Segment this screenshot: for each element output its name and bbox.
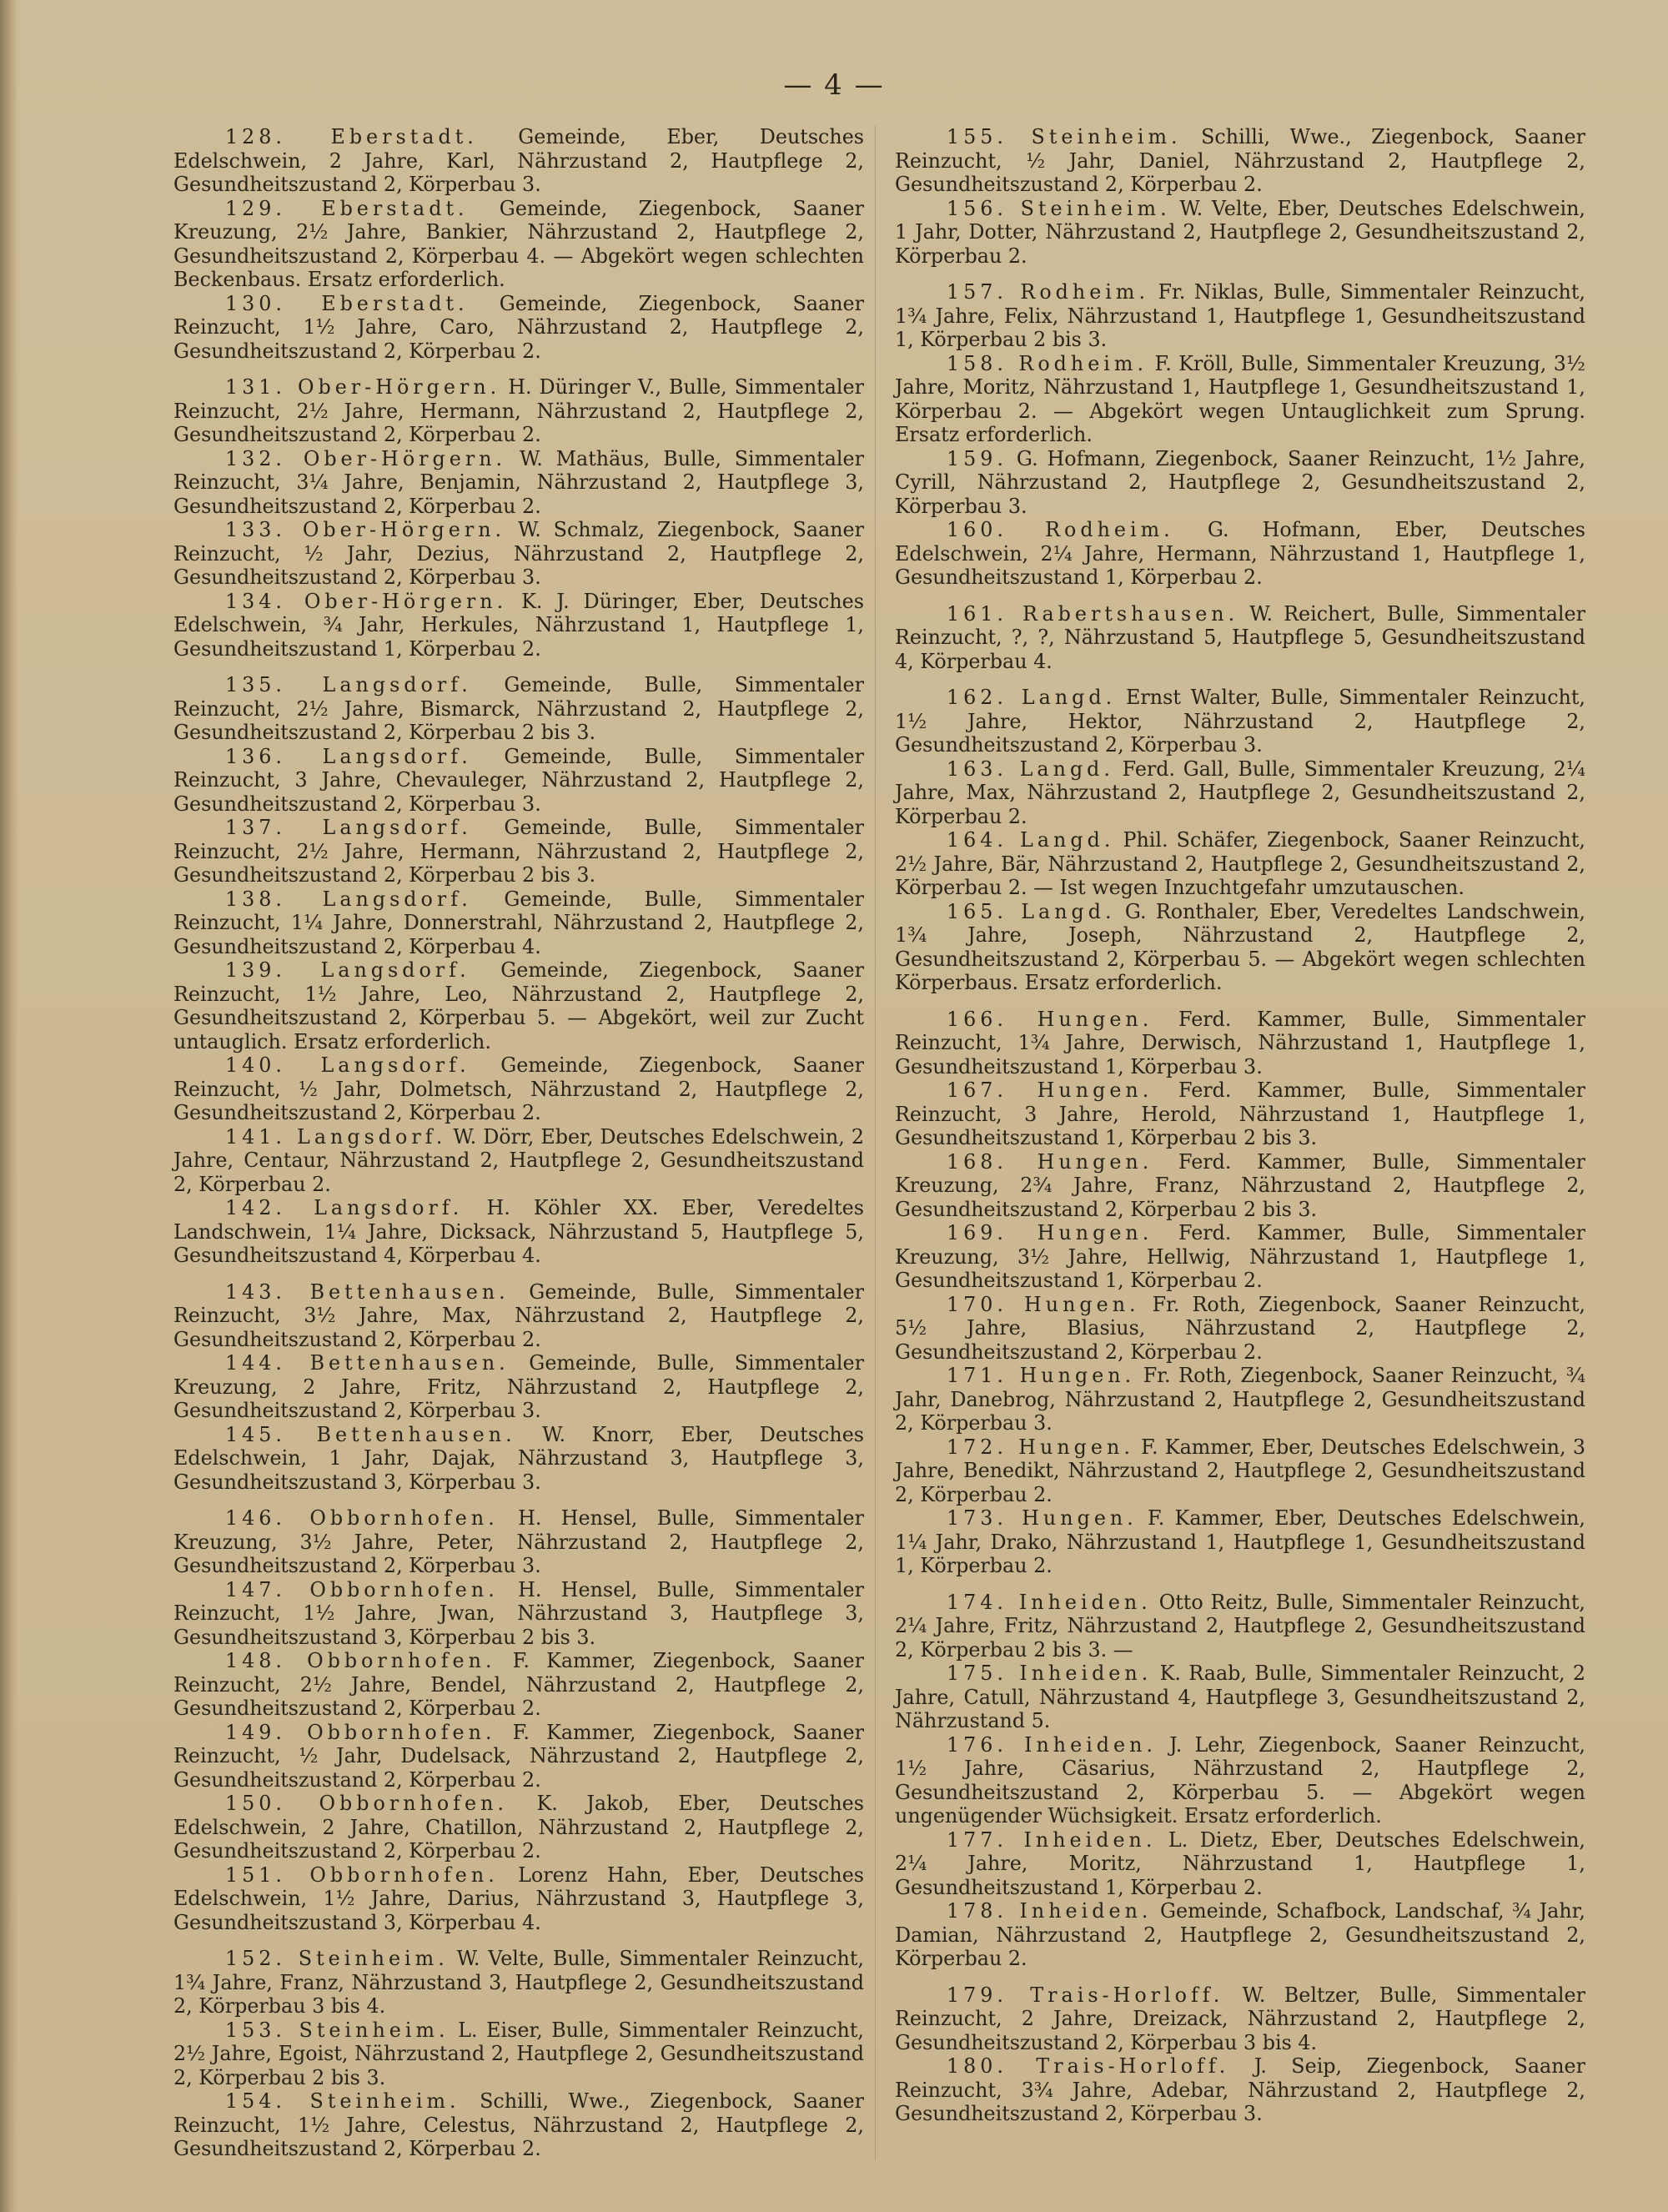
- entry-text: G. Hofmann, Eber, Deutsches Edelschwein, 2¼ Jahre, Hermann, Nährzustand 1, Hautpflege 1, Gesundheitszustand 1, Körperbau 2.: [895, 518, 1585, 589]
- entry-place: 169. Hungen.: [947, 1221, 1153, 1244]
- entry-place: 130. Eberstadt.: [225, 291, 469, 315]
- entry-text: Lorenz Hahn, Eber, Deutsches Edelschwein, 1½ Jahre, Darius, Nährzustand 3, Hautpflege 3, Gesundheitszustand 3, Körperbau 4.: [173, 1863, 864, 1934]
- register-entry: [895, 1733, 1585, 1828]
- entry-place: 179. Trais-Horloff.: [947, 1983, 1224, 2007]
- entry-place: 151. Obbornhofen.: [225, 1863, 499, 1887]
- entry-place: 144. Bettenhausen.: [225, 1351, 510, 1375]
- entry-text: Gemeinde, Bulle, Simmentaler Reinzucht, 2½ Jahre, Bismarck, Nährzustand 2, Hautpflege 2, Gesundheitszustand 2, Körperbau 2 bis 3.: [173, 673, 864, 744]
- entry-text: F. Kammer, Eber, Deutsches Edelschwein, 1¼ Jahr, Drako, Nährzustand 1, Hautpflege 1, Gesundheitszustand 1, Körperbau 2.: [895, 1506, 1585, 1577]
- entry-text: W. Velte, Bulle, Simmentaler Reinzucht, 1¾ Jahre, Franz, Nährzustand 3, Hautpflege 2, Gesundheitszustand 2, Körperbau 3 bis 4.: [173, 1947, 864, 2018]
- register-entry: [173, 1792, 864, 1863]
- register-entry: [173, 1863, 864, 1935]
- register-entry: [895, 1435, 1585, 1507]
- entry-text: Gemeinde, Bulle, Simmentaler Reinzucht, 1¼ Jahre, Donnerstrahl, Nährzustand 2, Hautpflege 2, Gesundheitszustand 2, Körperbau 4.: [173, 887, 864, 958]
- entry-place: 142. Langsdorf.: [225, 1196, 464, 1219]
- register-entry: [173, 375, 864, 447]
- entry-text: Gemeinde, Eber, Deutsches Edelschwein, 2 Jahre, Karl, Nährzustand 2, Hautpflege 2, Gesundheitszustand 2, Körperbau 3.: [173, 125, 865, 196]
- entry-place: 141. Langsdorf.: [225, 1124, 447, 1149]
- entry-place: 150. Obbornhofen.: [225, 1792, 508, 1815]
- page-number: — 4 —: [783, 68, 885, 102]
- entry-place: 135. Langsdorf.: [225, 673, 472, 696]
- entry-text: Gemeinde, Bulle, Simmentaler Kreuzung, 2 Jahre, Fritz, Nährzustand 2, Hautpflege 2, Gesundheitszustand 2, Körperbau 3.: [173, 1351, 864, 1422]
- register-entry: [173, 1125, 864, 1197]
- entry-place: 177. Inheiden.: [947, 1827, 1157, 1852]
- entry-text: Ferd. Kammer, Bulle, Simmentaler Kreuzung, 3½ Jahre, Hellwig, Nährzustand 1, Hautpflege 1, Gesundheitszustand 1, Körperbau 2.: [895, 1221, 1585, 1292]
- register-entry: [173, 887, 864, 959]
- entry-place: 157. Rodheim.: [947, 280, 1150, 304]
- register-entry: [895, 602, 1585, 674]
- entry-place: 143. Bettenhausen.: [225, 1279, 510, 1304]
- entry-place: 166. Hungen.: [947, 1007, 1153, 1031]
- entry-place: 148. Obbornhofen.: [225, 1649, 496, 1672]
- entry-text: Ferd. Gall, Bulle, Simmentaler Kreuzung, 2¼ Jahre, Max, Nährzustand 2, Hautpflege 2, Gesundheitszustand 2, Körperbau 2.: [895, 757, 1585, 828]
- entry-place: 159.: [947, 446, 1007, 470]
- entry-text: Schilli, Wwe., Ziegenbock, Saaner Reinzucht, 1½ Jahre, Celestus, Nährzustand 2, Hautpflege 2, Gesundheitszustand 2, Körperbau 2.: [173, 2089, 864, 2160]
- register-entry: [173, 958, 864, 1053]
- column-divider: [875, 125, 876, 2160]
- entry-place: 175. Inheiden.: [947, 1662, 1153, 1685]
- entry-place: 167. Hungen.: [947, 1078, 1153, 1102]
- entry-place: 136. Langsdorf.: [225, 744, 472, 768]
- entry-text: F. Kammer, Ziegenbock, Saaner Reinzucht, ½ Jahr, Dudelsack, Nährzustand 2, Hautpflege 2, Gesundheitszustand 2, Körperbau 2.: [173, 1720, 864, 1792]
- entry-text: Schilli, Wwe., Ziegenbock, Saaner Reinzucht, ½ Jahr, Daniel, Nährzustand 2, Hautpflege 2, Gesundheitszustand 2, Körperbau 2.: [895, 125, 1585, 196]
- entry-place: 158. Rodheim.: [947, 351, 1148, 375]
- register-entry: [895, 1150, 1585, 1222]
- entry-text: Phil. Schäfer, Ziegenbock, Saaner Reinzucht, 2½ Jahre, Bär, Nährzustand 2, Hautpflege 2, Gesundheitszustand 2, Körperbau 2. — Ist wegen Inzuchtgefahr umzutauschen.: [895, 828, 1585, 899]
- entry-text: L. Dietz, Eber, Deutsches Edelschwein, 2¼ Jahre, Moritz, Nährzustand 1, Hautpflege 1, Gesundheitszustand 1, Körperbau 2.: [895, 1827, 1585, 1899]
- entry-text: L. Eiser, Bulle, Simmentaler Reinzucht, 2½ Jahre, Egoist, Nährzustand 2, Hautpflege 2, Gesundheitszustand 2, Körperbau 2 bis 3.: [173, 2018, 864, 2089]
- register-entry: [173, 447, 864, 519]
- register-entry: [895, 447, 1585, 519]
- entry-text: Ernst Walter, Bulle, Simmentaler Reinzucht, 1½ Jahre, Hektor, Nährzustand 2, Hautpflege 2, Gesundheitszustand 2, Körperbau 3.: [895, 686, 1585, 757]
- register-entry: [895, 518, 1585, 590]
- entry-place: 138. Langsdorf.: [225, 887, 472, 911]
- register-entry: [173, 2018, 864, 2090]
- entry-place: 156. Steinheim.: [947, 196, 1171, 220]
- entry-text: W. Velte, Eber, Deutsches Edelschwein, 1 Jahr, Dotter, Nährzustand 2, Hautpflege 2, Gesundheitszustand 2, Körperbau 2.: [895, 196, 1585, 268]
- register-entry: [895, 1662, 1585, 1733]
- entry-text: Gemeinde, Bulle, Simmentaler Reinzucht, 3 Jahre, Chevauleger, Nährzustand 2, Hautpflege 2, Gesundheitszustand 2, Körperbau 3.: [173, 744, 864, 816]
- register-entry: [895, 1364, 1585, 1435]
- entry-text: W. Beltzer, Bulle, Simmentaler Reinzucht, 2 Jahre, Dreizack, Nährzustand 2, Hautpflege 2, Gesundheitszustand 2, Körperbau 3 bis 4.: [895, 1983, 1586, 2054]
- entry-text: W. Knorr, Eber, Deutsches Edelschwein, 1 Jahr, Dajak, Nährzustand 3, Hautpflege 3, Gesundheitszustand 3, Körperbau 3.: [173, 1422, 864, 1494]
- entry-place: 128. Eberstadt.: [225, 125, 478, 148]
- entry-text: F. Kammer, Ziegenbock, Saaner Reinzucht, 2½ Jahre, Bendel, Nährzustand 2, Hautpflege 2, Gesundheitszustand 2, Körperbau 2.: [173, 1649, 864, 1720]
- entry-place: 173. Hungen.: [947, 1506, 1138, 1530]
- entry-place: 149. Obbornhofen.: [225, 1720, 496, 1744]
- entry-text: G. Hofmann, Ziegenbock, Saaner Reinzucht, 1½ Jahre, Cyrill, Nährzustand 2, Hautpflege 2, Gesundheitszustand 2, Körperbau 3.: [895, 446, 1585, 518]
- entry-place: 145. Bettenhausen.: [225, 1422, 516, 1446]
- entry-text: H. Düringer V., Bulle, Simmentaler Reinzucht, 2½ Jahre, Hermann, Nährzustand 2, Hautpflege 2, Gesundheitszustand 2, Körperbau 2.: [173, 375, 864, 446]
- entry-place: 147. Obbornhofen.: [225, 1577, 499, 1601]
- entry-place: 152. Steinheim.: [225, 1947, 449, 1970]
- entry-text: Gemeinde, Bulle, Simmentaler Reinzucht, 3½ Jahre, Max, Nährzustand 2, Hautpflege 2, Gesundheitszustand 2, Körperbau 2.: [173, 1279, 864, 1351]
- entry-place: 162. Langd.: [947, 686, 1117, 709]
- register-entry: [173, 673, 864, 745]
- entry-text: K. Jakob, Eber, Deutsches Edelschwein, 2 Jahre, Chatillon, Nährzustand 2, Hautpflege 2, Gesundheitszustand 2, Körperbau 2.: [173, 1792, 864, 1863]
- entry-text: Fr. Niklas, Bulle, Simmentaler Reinzucht, 1¾ Jahre, Felix, Nährzustand 1, Hautpflege 1, Gesundheitszustand 1, Körperbau 2 bis 3.: [895, 280, 1585, 351]
- register-entry: [895, 828, 1585, 900]
- register-entry: [173, 816, 864, 887]
- register-entry: [895, 1899, 1585, 1971]
- register-entry: [173, 1947, 864, 2018]
- register-entry: [895, 1591, 1585, 1662]
- entry-place: 171. Hungen.: [947, 1364, 1136, 1387]
- entry-place: 180. Trais-Horloff.: [947, 2054, 1230, 2078]
- entry-place: 160. Rodheim.: [947, 518, 1174, 541]
- entry-text: F. Kammer, Eber, Deutsches Edelschwein, 3 Jahre, Benedikt, Nährzustand 2, Hautpflege 2, Gesundheitszustand 2, Körperbau 2.: [895, 1435, 1585, 1506]
- entry-text: W. Mathäus, Bulle, Simmentaler Reinzucht, 3¼ Jahre, Benjamin, Nährzustand 2, Hautpflege 3, Gesundheitszustand 2, Körperbau 2.: [173, 446, 864, 518]
- register-entry: [173, 590, 864, 661]
- entry-text: Ferd. Kammer, Bulle, Simmentaler Reinzucht, 1¾ Jahre, Derwisch, Nährzustand 1, Hautpflege 1, Gesundheitszustand 1, Körperbau 3.: [895, 1007, 1585, 1078]
- register-entry: [895, 1078, 1585, 1150]
- entry-text: J. Seip, Ziegenbock, Saaner Reinzucht, 3¾ Jahre, Adebar, Nährzustand 2, Hautpflege 2, Gesundheitszustand 2, Körperbau 3.: [895, 2054, 1585, 2125]
- entry-text: Gemeinde, Ziegenbock, Saaner Reinzucht, 1½ Jahre, Caro, Nährzustand 2, Hautpflege 2, Gesundheitszustand 2, Körperbau 2.: [173, 291, 864, 363]
- register-entry: [895, 125, 1585, 197]
- entry-place: 131. Ober-Hörgern.: [225, 375, 501, 399]
- entry-place: 168. Hungen.: [947, 1149, 1153, 1174]
- register-entry: [173, 1423, 864, 1495]
- register-entry: [173, 1506, 864, 1578]
- entry-place: 161. Rabertshausen.: [947, 601, 1239, 626]
- register-entry: [173, 292, 864, 364]
- entry-text: Fr. Roth, Ziegenbock, Saaner Reinzucht, 5½ Jahre, Blasius, Nährzustand 2, Hautpflege 2, Gesundheitszustand 2, Körperbau 2.: [895, 1292, 1585, 1364]
- entry-text: Gemeinde, Ziegenbock, Saaner Reinzucht, 1½ Jahre, Leo, Nährzustand 2, Hautpflege 2, Gesundheitszustand 2, Körperbau 5. — Abgekört, weil zur Zucht untauglich. Ersatz erforderlich.: [173, 958, 864, 1053]
- register-entry: [895, 352, 1585, 447]
- entry-text: F. Kröll, Bulle, Simmentaler Kreuzung, 3½ Jahre, Moritz, Nährzustand 1, Hautpflege 1, Gesundheitszustand 1, Körperbau 2. — Abgekört wegen Untauglichkeit zum Sprung. Ersatz erforderlich.: [895, 351, 1585, 446]
- entry-text: Gemeinde, Ziegenbock, Saaner Reinzucht, ½ Jahr, Dolmetsch, Nährzustand 2, Hautpflege 2, Gesundheitszustand 2, Körperbau 2.: [173, 1053, 864, 1124]
- entry-place: 174. Inheiden.: [947, 1590, 1152, 1614]
- entry-place: 129. Eberstadt.: [225, 196, 469, 220]
- entry-place: 170. Hungen.: [947, 1292, 1140, 1316]
- entry-text: H. Hensel, Bulle, Simmentaler Reinzucht, 1½ Jahre, Jwan, Nährzustand 3, Hautpflege 3, Gesundheitszustand 3, Körperbau 2 bis 3.: [173, 1577, 864, 1649]
- entry-place: 132. Ober-Hörgern.: [225, 446, 507, 470]
- register-entry: [173, 1053, 864, 1125]
- entry-place: 134. Ober-Hörgern.: [225, 589, 508, 613]
- register-entry: [173, 197, 864, 292]
- register-entry: [173, 1578, 864, 1650]
- register-entry: [895, 1506, 1585, 1578]
- entry-place: 140. Langsdorf.: [225, 1053, 470, 1077]
- entry-text: W. Schmalz, Ziegenbock, Saaner Reinzucht, ½ Jahr, Dezius, Nährzustand 2, Hautpflege 2, Gesundheitszustand 2, Körperbau 3.: [173, 518, 864, 589]
- entry-text: Ferd. Kammer, Bulle, Simmentaler Kreuzung, 2¾ Jahre, Franz, Nährzustand 2, Hautpflege 2, Gesundheitszustand 2, Körperbau 2 bis 3.: [895, 1149, 1585, 1221]
- entry-place: 155. Steinheim.: [947, 125, 1182, 148]
- entry-place: 139. Langsdorf.: [225, 958, 470, 982]
- register-entry: [895, 1221, 1585, 1293]
- register-entry: [895, 1983, 1585, 2055]
- register-entry: [895, 1008, 1585, 1079]
- register-entry: [895, 1293, 1585, 1365]
- register-entry: [173, 1721, 864, 1792]
- entry-text: Fr. Roth, Ziegenbock, Saaner Reinzucht, ¾ Jahr, Danebrog, Nährzustand 2, Hautpflege 2, Gesundheitszustand 2, Körperbau 3.: [895, 1364, 1585, 1435]
- entry-text: W. Dörr, Eber, Deutsches Edelschwein, 2 Jahre, Centaur, Nährzustand 2, Hautpflege 2, Gesundheitszustand 2, Körperbau 2.: [173, 1124, 864, 1196]
- entry-text: W. Reichert, Bulle, Simmentaler Reinzucht, ?, ?, Nährzustand 5, Hautpflege 5, Gesundheitszustand 4, Körperbau 4.: [895, 601, 1585, 673]
- left-column: [173, 125, 864, 2161]
- entry-place: 165. Langd.: [947, 899, 1116, 923]
- entry-place: 153. Steinheim.: [225, 2018, 450, 2042]
- entry-place: 137. Langsdorf.: [225, 816, 472, 839]
- entry-text: Gemeinde, Bulle, Simmentaler Reinzucht, 2½ Jahre, Hermann, Nährzustand 2, Hautpflege 2, Gesundheitszustand 2, Körperbau 2 bis 3.: [173, 816, 864, 887]
- entry-text: J. Lehr, Ziegenbock, Saaner Reinzucht, 1½ Jahre, Cäsarius, Nährzustand 2, Hautpflege 2, Gesundheitszustand 2, Körperbau 5. — Abgekört wegen ungenügender Wüchsigkeit. Ersatz erforderlich.: [895, 1732, 1585, 1827]
- register-entry: [173, 1196, 864, 1268]
- entry-text: Ferd. Kammer, Bulle, Simmentaler Reinzucht, 3 Jahre, Herold, Nährzustand 1, Hautpflege 1, Gesundheitszustand 1, Körperbau 2 bis 3.: [895, 1078, 1585, 1149]
- register-entry: [173, 125, 864, 197]
- register-entry: [895, 197, 1585, 269]
- entry-text: Otto Reitz, Bulle, Simmentaler Reinzucht, 2¼ Jahre, Fritz, Nährzustand 2, Hautpflege 2, Gesundheitszustand 2, Körperbau 2 bis 3. —: [895, 1590, 1585, 1662]
- entry-text: Gemeinde, Schafbock, Landschaf, ¾ Jahr, Damian, Nährzustand 2, Hautpflege 2, Gesundheitszustand 2, Körperbau 2.: [895, 1899, 1585, 1970]
- entry-text: H. Hensel, Bulle, Simmentaler Kreuzung, 3½ Jahre, Peter, Nährzustand 2, Hautpflege 2, Gesundheitszustand 2, Körperbau 3.: [173, 1506, 864, 1577]
- page-edge-shadow: [0, 0, 18, 2212]
- register-entry: [173, 518, 864, 590]
- register-entry: [173, 745, 864, 817]
- entry-text: K. J. Düringer, Eber, Deutsches Edelschwein, ¾ Jahr, Herkules, Nährzustand 1, Hautpflege 1, Gesundheitszustand 1, Körperbau 2.: [173, 589, 864, 661]
- entry-place: 154. Steinheim.: [225, 2089, 460, 2113]
- entry-place: 178. Inheiden.: [947, 1899, 1153, 1923]
- register-entry: [895, 2054, 1585, 2126]
- entry-text: Gemeinde, Ziegenbock, Saaner Kreuzung, 2½ Jahre, Bankier, Nährzustand 2, Hautpflege 2, Gesundheitszustand 2, Körperbau 4. — Abgekört wegen schlechten Beckenbaus. Ersatz erforderlich.: [173, 196, 864, 291]
- entry-place: 164. Langd.: [947, 828, 1115, 852]
- entry-place: 163. Langd.: [947, 757, 1114, 781]
- entry-place: 133. Ober-Hörgern.: [225, 518, 506, 541]
- register-entry: [895, 686, 1585, 757]
- entry-place: 172. Hungen.: [947, 1435, 1134, 1459]
- right-column: [895, 125, 1585, 2126]
- register-entry: [173, 1280, 864, 1352]
- entry-text: G. Ronthaler, Eber, Veredeltes Landschwein, 1¾ Jahre, Joseph, Nährzustand 2, Hautpflege 2, Gesundheitszustand 2, Körperbau 5. — Abgekört wegen schlechten Körperbaus. Ersatz erforderlich.: [895, 899, 1585, 994]
- entry-text: K. Raab, Bulle, Simmentaler Reinzucht, 2 Jahre, Catull, Nährzustand 4, Hautpflege 3, Gesundheitszustand 2, Nährzustand 5.: [895, 1662, 1585, 1732]
- register-entry: [173, 1351, 864, 1423]
- register-entry: [895, 757, 1585, 829]
- register-entry: [173, 2089, 864, 2161]
- register-entry: [895, 900, 1585, 995]
- entry-place: 146. Obbornhofen.: [225, 1506, 499, 1530]
- register-entry: [895, 1828, 1585, 1900]
- register-entry: [173, 1649, 864, 1721]
- entry-place: 176. Inheiden.: [947, 1732, 1158, 1757]
- register-entry: [895, 280, 1585, 352]
- entry-text: H. Köhler XX. Eber, Veredeltes Landschwein, 1¼ Jahre, Dicksack, Nährzustand 5, Hautpflege 5, Gesundheitszustand 4, Körperbau 4.: [173, 1196, 864, 1267]
